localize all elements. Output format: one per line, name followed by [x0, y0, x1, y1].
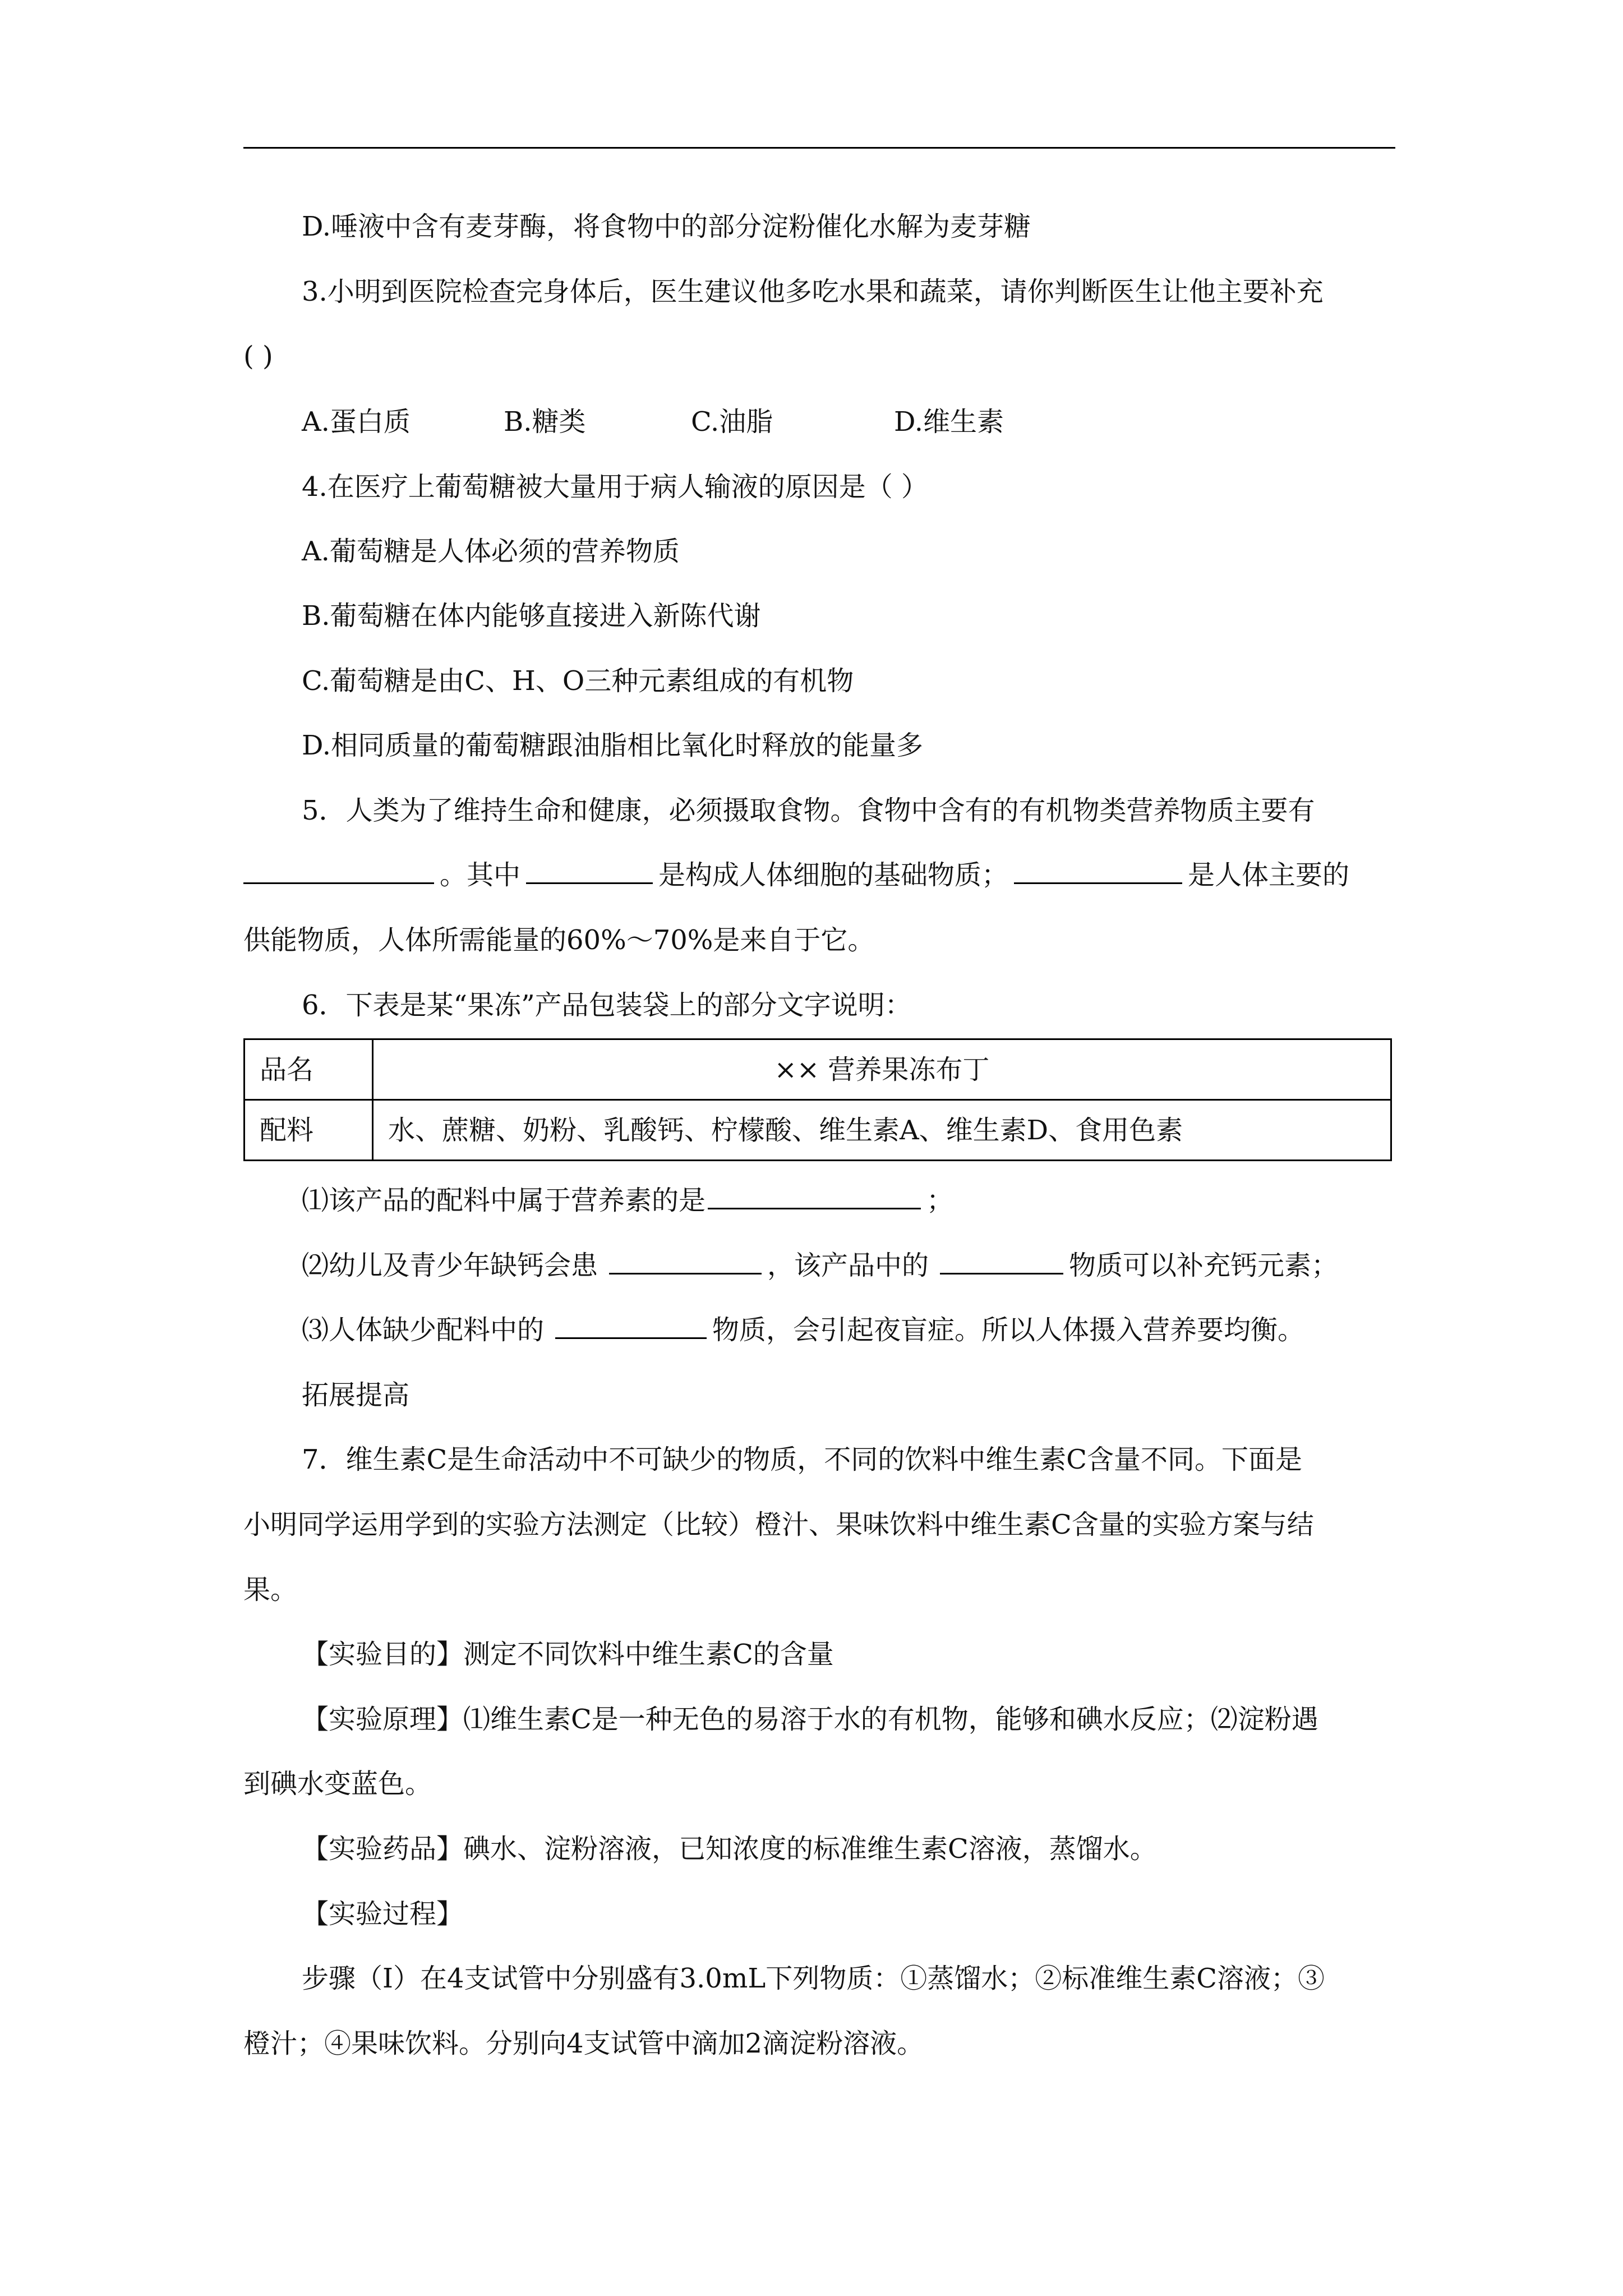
q2-option-d: D.唾液中含有麦芽酶，将食物中的部分淀粉催化水解为麦芽糖: [302, 211, 1031, 242]
q7-purpose: 【实验目的】测定不同饮料中维生素C的含量: [302, 1639, 834, 1670]
table-cell-ingredients-value: 水、蔗糖、奶粉、乳酸钙、柠檬酸、维生素A、维生素D、食用色素: [373, 1100, 1391, 1161]
table-row: [245, 1039, 1391, 1100]
q3-stem: 3.小明到医院检查完身体后，医生建议他多吃水果和蔬菜，请你判断医生让他主要补充: [302, 276, 1324, 307]
header-rule: [243, 147, 1395, 149]
q5-blank-1[interactable]: [243, 858, 434, 884]
q7-line3: 果。: [243, 1574, 298, 1605]
q7-line1: 7．维生素C是生命活动中不可缺少的物质，不同的饮料中维生素C含量不同。下面是: [302, 1444, 1302, 1475]
table-cell-product-name-label: 品名: [245, 1039, 373, 1100]
q7-process-heading: 【实验过程】: [302, 1898, 464, 1930]
q4-stem: 4.在医疗上葡萄糖被大量用于病人输液的原因是（ ）: [302, 471, 929, 503]
product-info-table: [243, 1038, 1392, 1161]
q7-step1-line1: 步骤（Ⅰ）在4支试管中分别盛有3.0mL下列物质：①蒸馏水；②标准维生素C溶液；③: [302, 1963, 1325, 1994]
q4-option-b: B.葡萄糖在体内能够直接进入新陈代谢: [302, 600, 761, 632]
q5-line3: 供能物质，人体所需能量的60%～70%是来自于它。: [243, 924, 875, 956]
q5-blank-3[interactable]: [1014, 858, 1182, 884]
q6-blank-nutrients[interactable]: [708, 1183, 921, 1209]
q3-option-c: C.油脂: [691, 406, 773, 438]
q3-paren: ( ): [243, 341, 273, 372]
q6-stem: 6．下表是某“果冻”产品包装袋上的部分文字说明：: [302, 990, 912, 1021]
table-cell-product-name-value: ×× 营养果冻布丁: [373, 1039, 1391, 1100]
q6-sub1: ⑴该产品的配料中属于营养素的是 ；: [302, 1182, 953, 1218]
q5-line1: 5．人类为了维持生命和健康，必须摄取食物。食物中含有的有机物类营养物质主要有: [302, 795, 1315, 826]
q4-option-d: D.相同质量的葡萄糖跟油脂相比氧化时释放的能量多: [302, 730, 924, 761]
q6-blank-vitamin[interactable]: [555, 1313, 707, 1339]
q6-blank-calcium-source[interactable]: [940, 1248, 1063, 1274]
table-cell-ingredients-label: 配料: [245, 1100, 373, 1161]
q6-sub2: ⑵幼儿及青少年缺钙会患 ，该产品中的 物质可以补充钙元素；: [302, 1248, 1338, 1283]
q3-option-d: D.维生素: [894, 406, 1004, 438]
q7-step1-line2: 橙汁；④果味饮料。分别向4支试管中滴加2滴淀粉溶液。: [243, 2028, 924, 2059]
q3-option-b: B.糖类: [504, 406, 586, 438]
q6-sub3: ⑶人体缺少配料中的 物质，会引起夜盲症。所以人体摄入营养要均衡。: [302, 1312, 1304, 1348]
q3-option-a: A.蛋白质: [302, 406, 411, 438]
q4-option-c: C.葡萄糖是由C、H、O三种元素组成的有机物: [302, 665, 854, 697]
section-title: 拓展提高: [302, 1379, 410, 1411]
table-row: [245, 1100, 1391, 1161]
q4-option-a: A.葡萄糖是人体必须的营养物质: [302, 536, 680, 567]
q6-blank-disease[interactable]: [609, 1248, 762, 1274]
q7-principle-line2: 到碘水变蓝色。: [243, 1768, 432, 1800]
q7-reagents: 【实验药品】碘水、淀粉溶液，已知浓度的标准维生素C溶液，蒸馏水。: [302, 1833, 1157, 1865]
q5-blank-2[interactable]: [526, 858, 653, 884]
q3-options: [302, 404, 1004, 440]
q7-principle-line1: 【实验原理】⑴维生素C是一种无色的易溶于水的有机物，能够和碘水反应；⑵淀粉遇: [302, 1704, 1318, 1735]
q5-line2: 。其中 是构成人体细胞的基础物质； 是人体主要的: [243, 857, 1349, 893]
q7-line2: 小明同学运用学到的实验方法测定（比较）橙汁、果味饮料中维生素C含量的实验方案与结: [243, 1509, 1314, 1540]
